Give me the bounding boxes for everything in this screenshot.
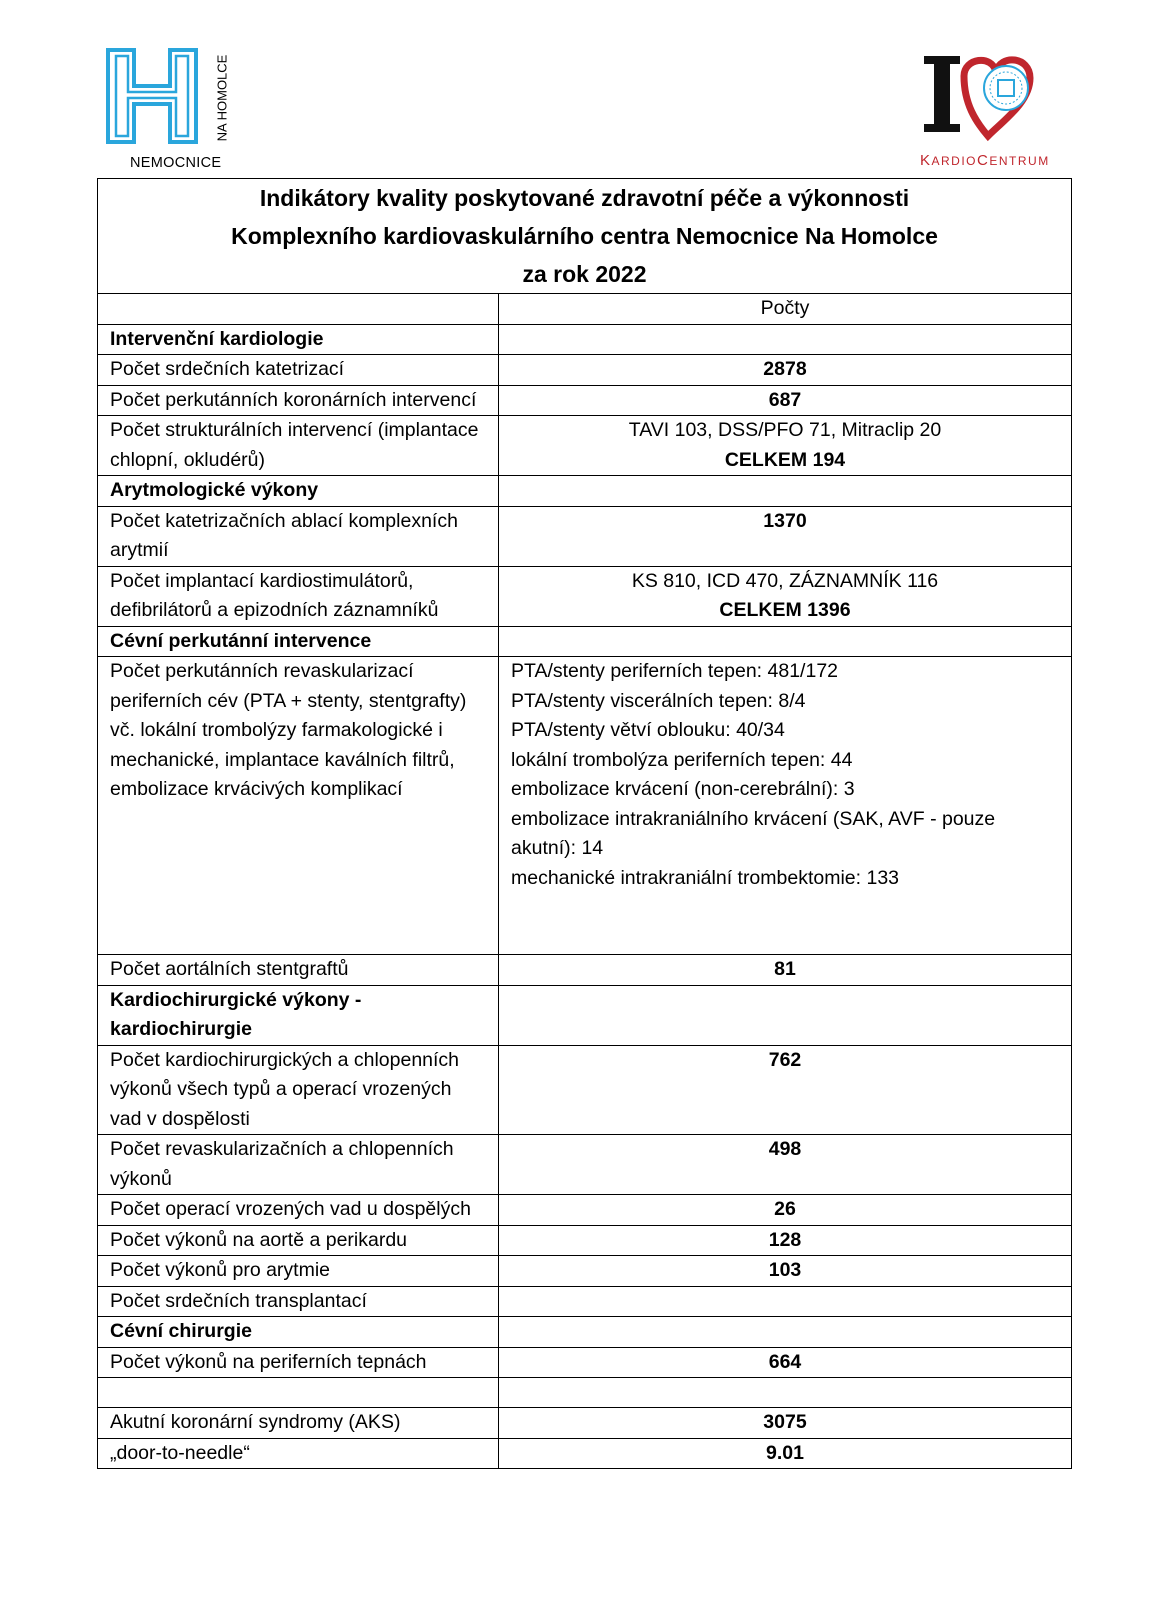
row-label: Počet perkutánních revaskularizací periferních cév (PTA + stenty, stentgrafty) vč. lokální trombolýzy farmakologické i mechanické, implantace kaválních filtrů, embolizace krvácivých komplikací (98, 657, 499, 955)
row-label: Počet katetrizačních ablací komplexních arytmií (98, 506, 499, 566)
row-value: 81 (499, 955, 1072, 986)
section-arrhythmology: Arytmologické výkony (98, 476, 499, 507)
row-value: 664 (499, 1347, 1072, 1378)
table-row (98, 955, 1072, 986)
row-label: Počet perkutánních koronárních intervencí (98, 385, 499, 416)
row-label: Počet revaskularizačních a chlopenních výkonů (98, 1135, 499, 1195)
row-value: 26 (499, 1195, 1072, 1226)
table-row (98, 506, 1072, 566)
table-row (98, 1347, 1072, 1378)
row-label: Počet výkonů pro arytmie (98, 1256, 499, 1287)
hospital-h-logo-icon (104, 46, 212, 150)
row-value: TAVI 103, DSS/PFO 71, Mitraclip 20 CELKEM 194 (499, 416, 1072, 476)
row-label: Počet srdečních transplantací (98, 1286, 499, 1317)
column-header-counts: Počty (499, 294, 1072, 325)
table-row (98, 1195, 1072, 1226)
table-row (98, 416, 1072, 476)
section-interventional-cardiology: Intervenční kardiologie (98, 324, 499, 355)
row-value: 103 (499, 1256, 1072, 1287)
logo-text-kardiocentrum: KARDIOCENTRUM (920, 152, 1050, 169)
kardiocentrum-logo (920, 50, 1070, 175)
section-row (98, 626, 1072, 657)
header-row (98, 294, 1072, 325)
table-row (98, 1045, 1072, 1135)
table-row (98, 1286, 1072, 1317)
nemocnice-na-homolce-logo (104, 46, 244, 176)
row-value-detail: PTA/stenty periferních tepen: 481/172 PTA/stenty viscerálních tepen: 8/4 PTA/stenty větví oblouku: 40/34 lokální trombolýza periferních tepen: 44 embolizace krvácení (non-cerebrální): 3 embolizace intrakraniálního krvácení (SAK, AVF - pouze akutní): 14 mechanické intrakraniální trombektomie: 133 (499, 657, 1072, 955)
section-row (98, 985, 1072, 1045)
section-row (98, 476, 1072, 507)
row-value: 3075 (499, 1408, 1072, 1439)
row-value: 9.01 (499, 1438, 1072, 1469)
table-row (98, 1408, 1072, 1439)
table-row (98, 1225, 1072, 1256)
row-label: Akutní koronární syndromy (AKS) (98, 1408, 499, 1439)
indicators-table (97, 178, 1072, 1469)
row-label: Počet srdečních katetrizací (98, 355, 499, 386)
section-row (98, 324, 1072, 355)
logo-text-nemocnice: NEMOCNICE (130, 155, 222, 171)
title-row (98, 179, 1072, 294)
table-row (98, 1256, 1072, 1287)
row-label: Počet výkonů na periferních tepnách (98, 1347, 499, 1378)
row-value: 128 (499, 1225, 1072, 1256)
section-row (98, 1317, 1072, 1348)
row-label: „door-to-needle“ (98, 1438, 499, 1469)
table-row (98, 385, 1072, 416)
row-value: 498 (499, 1135, 1072, 1195)
header-empty-cell (98, 294, 499, 325)
row-value: 1370 (499, 506, 1072, 566)
row-label: Počet implantací kardiostimulátorů, defibrilátorů a epizodních záznamníků (98, 566, 499, 626)
row-value: 687 (499, 385, 1072, 416)
row-label: Počet aortálních stentgraftů (98, 955, 499, 986)
section-vascular-percutaneous: Cévní perkutánní intervence (98, 626, 499, 657)
row-value (499, 1286, 1072, 1317)
document-title: Indikátory kvality poskytované zdravotní péče a výkonnosti Komplexního kardiovaskulárního centra Nemocnice Na Homolce za rok 2022 (98, 179, 1072, 294)
table-row (98, 355, 1072, 386)
row-value: KS 810, ICD 470, ZÁZNAMNÍK 116 CELKEM 1396 (499, 566, 1072, 626)
table-row (98, 657, 1072, 955)
table-row (98, 1438, 1072, 1469)
logo-text-na-homolce: NA HOMOLCE (214, 54, 230, 142)
row-value: 2878 (499, 355, 1072, 386)
empty-row (98, 1378, 1072, 1408)
heart-logo-icon (920, 50, 1070, 150)
section-cardiac-surgery: Kardiochirurgické výkony - kardiochirurgie (98, 985, 499, 1045)
table-row (98, 566, 1072, 626)
row-label: Počet strukturálních intervencí (implantace chlopní, okludérů) (98, 416, 499, 476)
row-label: Počet výkonů na aortě a perikardu (98, 1225, 499, 1256)
row-label: Počet operací vrozených vad u dospělých (98, 1195, 499, 1226)
row-label: Počet kardiochirurgických a chlopenních výkonů všech typů a operací vrozených vad v dospělosti (98, 1045, 499, 1135)
row-value: 762 (499, 1045, 1072, 1135)
section-vascular-surgery: Cévní chirurgie (98, 1317, 499, 1348)
table-row (98, 1135, 1072, 1195)
